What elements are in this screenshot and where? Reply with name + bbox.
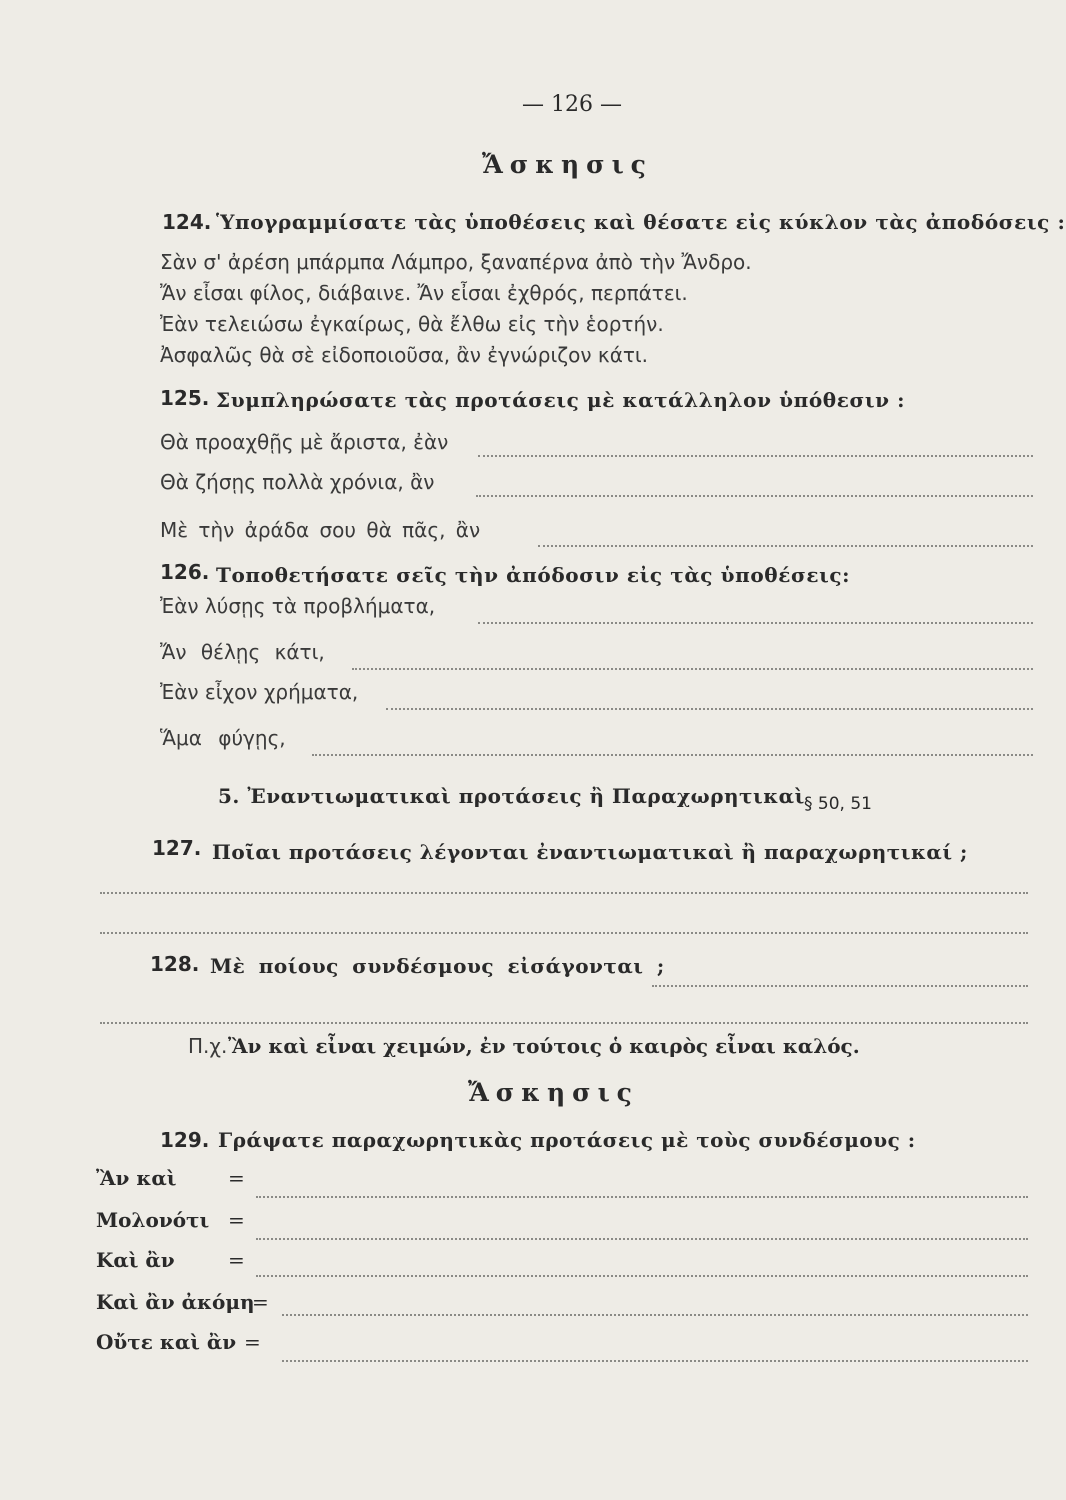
conjunction-label: Μολονότι xyxy=(96,1208,210,1232)
section-heading: Ἄσκησις xyxy=(482,150,653,179)
answer-line[interactable] xyxy=(282,1360,1028,1362)
exercise-number: 128. xyxy=(150,952,200,976)
answer-line[interactable] xyxy=(476,495,1033,497)
conjunction-label: Καὶ ἂν xyxy=(96,1248,175,1272)
exercise-instruction: Συμπληρώσατε τὰς προτάσεις μὲ κατάλληλον ὑπόθεσιν : xyxy=(216,388,906,412)
fill-prompt: Ἐὰν λύσῃς τὰ προβλήματα, xyxy=(160,594,436,618)
fill-prompt: Θὰ προαχθῇς μὲ ἄριστα, ἐὰν xyxy=(160,430,449,454)
answer-line[interactable] xyxy=(256,1275,1028,1277)
section-title: 5. Ἐναντιωματικαὶ προτάσεις ἢ Παραχωρητικαὶ xyxy=(218,784,805,808)
equals-sign: = xyxy=(228,1208,245,1232)
page-number: — 126 — xyxy=(522,92,622,117)
exercise-number: 126. xyxy=(160,560,210,584)
equals-sign: = xyxy=(252,1290,269,1314)
section-heading: Ἄσκησις xyxy=(468,1078,639,1107)
answer-line[interactable] xyxy=(256,1238,1028,1240)
answer-line[interactable] xyxy=(312,754,1033,756)
fill-prompt: Ἐὰν εἶχον χρήματα, xyxy=(160,680,359,704)
conjunction-label: Ἂν καὶ xyxy=(96,1166,177,1190)
exercise-question: Ποῖαι προτάσεις λέγονται ἐναντιωματικαὶ ἢ παραχωρητικαί ; xyxy=(212,840,968,864)
fill-prompt: Ἅμα φύγῃς, xyxy=(160,726,286,750)
exercise-number: 125. xyxy=(160,386,210,410)
answer-line[interactable] xyxy=(256,1196,1028,1198)
answer-line[interactable] xyxy=(478,455,1033,457)
example-prefix: Π.χ. xyxy=(188,1034,228,1058)
exercise-instruction: Ὑπογραμμίσατε τὰς ὑποθέσεις καὶ θέσατε εἰς κύκλον τὰς ἀποδόσεις : xyxy=(216,210,1066,234)
example-sentence: Ἂν καὶ εἶναι χειμών, ἐν τούτοις ὁ καιρὸς εἶναι καλός. xyxy=(228,1034,860,1058)
fill-prompt: Ἄν θέλῃς κάτι, xyxy=(160,640,325,664)
answer-line[interactable] xyxy=(386,708,1033,710)
text-line: Ἄν εἶσαι φίλος, διάβαινε. Ἄν εἶσαι ἐχθρός, περπάτει. xyxy=(160,281,688,305)
fill-prompt: Μὲ τὴν ἀράδα σου θὰ πᾶς, ἂν xyxy=(160,518,481,542)
conjunction-label: Καὶ ἂν ἀκόμη xyxy=(96,1290,255,1314)
answer-line[interactable] xyxy=(100,1022,1028,1024)
equals-sign: = xyxy=(228,1248,245,1272)
answer-line[interactable] xyxy=(538,545,1033,547)
text-line: Ἐὰν τελειώσω ἐγκαίρως, θὰ ἔλθω εἰς τὴν ἑορτήν. xyxy=(160,312,664,336)
text-line: Ἀσφαλῶς θὰ σὲ εἰδοποιοῦσα, ἂν ἐγνώριζον κάτι. xyxy=(160,343,649,367)
conjunction-label: Οὔτε καὶ ἂν xyxy=(96,1330,237,1354)
answer-line[interactable] xyxy=(100,892,1028,894)
equals-sign: = xyxy=(228,1166,245,1190)
answer-line[interactable] xyxy=(478,622,1033,624)
answer-line[interactable] xyxy=(652,985,1028,987)
equals-sign: = xyxy=(244,1330,261,1354)
answer-line[interactable] xyxy=(282,1314,1028,1316)
section-reference: § 50, 51 xyxy=(804,794,872,814)
text-line: Σὰν σ' ἀρέση μπάρμπα Λάμπρο, ξαναπέρνα ἀπὸ τὴν Ἄνδρο. xyxy=(160,250,752,274)
fill-prompt: Θὰ ζήσῃς πολλὰ χρόνια, ἂν xyxy=(160,470,435,494)
answer-line[interactable] xyxy=(352,668,1033,670)
answer-line[interactable] xyxy=(100,932,1028,934)
exercise-number: 127. xyxy=(152,836,202,860)
exercise-question: Μὲ ποίους συνδέσμους εἰσάγονται ; xyxy=(210,954,665,978)
exercise-number: 124. xyxy=(162,210,212,234)
exercise-instruction: Γράψατε παραχωρητικὰς προτάσεις μὲ τοὺς συνδέσμους : xyxy=(218,1128,916,1152)
exercise-number: 129. xyxy=(160,1128,210,1152)
exercise-instruction: Τοποθετήσατε σεῖς τὴν ἀπόδοσιν εἰς τὰς ὑποθέσεις: xyxy=(216,563,851,587)
